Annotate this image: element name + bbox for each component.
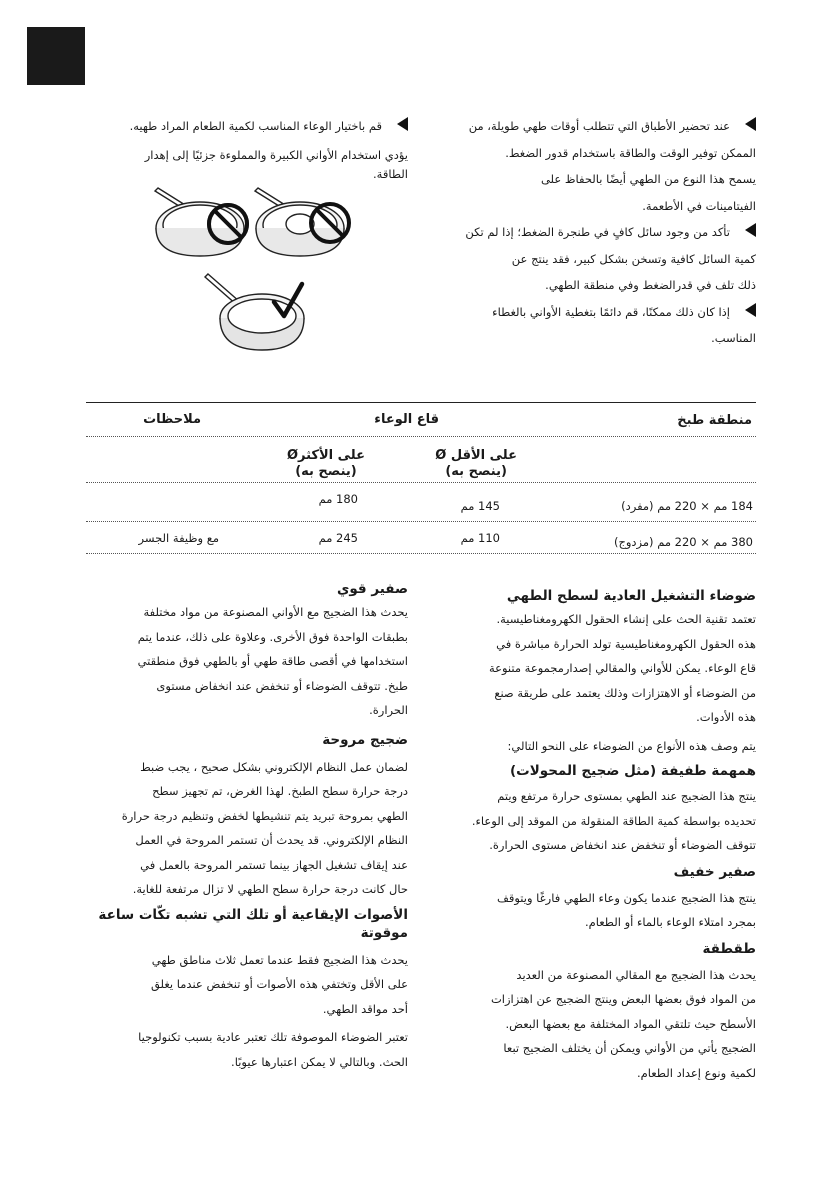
- cell-max: 180 مم: [318, 492, 358, 506]
- subheading: موقوتة: [360, 924, 408, 941]
- paragraph-line: يحدث هذا الضجيج مع الأواني المصنوعة من مواد مختلفة: [143, 605, 408, 619]
- paragraph-line: الحرارة.: [369, 703, 408, 717]
- paragraph-line: إذا كان ذلك ممكنًا، قم دائمًا بتغطية الأواني بالغطاء: [492, 304, 730, 319]
- paragraph-line: يؤدي استخدام الأواني الكبيرة والمملوءة جزئيًا إلى إهدار: [144, 147, 408, 162]
- cell-min: 110 مم: [460, 531, 500, 545]
- paragraph-line: قاع الوعاء. يمكن للأواني والمقالي إصدارمجموعة متنوعة: [488, 661, 756, 675]
- paragraph-line: يحدث هذا الضجيج مع المقالي المصنوعة من العديد: [516, 967, 756, 982]
- paragraph-line: عند إيقاف تشغيل الجهاز بينما تستمر المروحة بالعمل في: [140, 857, 408, 872]
- paragraph-line: تتوقف الضوضاء أو تنخفض عند انخفاض مستوى الحرارة.: [489, 838, 756, 852]
- subheader-min-line1: على الأقل Ø: [435, 448, 517, 463]
- paragraph-line: يتم وصف هذه الأنواع من الضوضاء على النحو التالي:: [507, 738, 756, 753]
- triangle-bullet-icon: [397, 117, 408, 131]
- triangle-bullet-icon: [745, 303, 756, 317]
- paragraph-line: الحث. وبالتالي لا يمكن اعتبارها عيوبًا.: [231, 1054, 408, 1069]
- subheader-max: [287, 448, 365, 480]
- pan-correct: [205, 274, 304, 350]
- paragraph-line: تعتمد تقنية الحث على إنشاء الحقول الكهرومغناطيسية.: [496, 612, 756, 626]
- table-rule: [86, 436, 756, 437]
- paragraph-line: من المواد فوق بعضها البعض وينتج الضجيج عن اهتزازات: [490, 992, 756, 1006]
- triangle-bullet-icon: [745, 117, 756, 131]
- paragraph-line: المناسب.: [711, 331, 756, 345]
- top-right-column: [432, 113, 756, 352]
- paragraph-line: تأكد من وجود سائل كافٍ في طنجرة الضغط؛ إذا لم تكن: [465, 225, 730, 239]
- paragraph-line: لكمية ونوع إعداد الطعام.: [636, 1065, 756, 1080]
- pan-wrong-left: [155, 188, 248, 256]
- paragraph-line: استخدامها في أقصى طاقة طهي أو بالطهي فوق منطقتي: [137, 654, 408, 668]
- paragraph-line: حال كانت درجة حرارة سطح الطهي لا تزال مرتفعة للغاية.: [132, 882, 408, 896]
- bottom-right-column: [432, 585, 756, 1085]
- subheading: ضجيج مروحة: [322, 731, 408, 748]
- cell-zone: 184 مم × 220 مم (مفرد): [621, 499, 753, 513]
- table-top-rule: [86, 402, 756, 403]
- paragraph-line: من الضوضاء أو الاهتزازات وذلك يعتمد على طريقة صنع: [494, 685, 756, 700]
- paragraph-line: يحدث هذا الضجيج فقط عندما تعمل ثلاث مناطق طهي: [151, 952, 408, 967]
- paragraph-line: هذه الحقول الكهرومغناطيسية تولد الحرارة مباشرة في: [496, 636, 756, 651]
- paragraph-line: الضجيج يأتي من الأواني ويمكن أن يختلف الضجيج تبعا: [503, 1041, 756, 1055]
- paragraph-line: لضمان عمل النظام الإلكتروني بشكل صحيح ، يجب ضبط: [140, 759, 408, 774]
- header-notes: ملاحظات: [143, 412, 201, 427]
- paragraph-line: بطبقات الواحدة فوق الأخرى. وعلاوة على ذلك، عندما يتم: [137, 629, 408, 644]
- header-cooking-zone: منطقة طبخ: [677, 413, 752, 428]
- section-title: ضوضاء التشغيل العادية لسطح الطهي: [506, 588, 756, 604]
- paragraph-line: تحديده بواسطة كمية الطاقة المنقولة من الموقد إلى الوعاء.: [471, 813, 756, 828]
- corner-tab: [27, 27, 85, 85]
- top-left-column: [86, 113, 408, 184]
- bullet-choose-pan: [86, 113, 408, 140]
- table-rule: [86, 521, 756, 522]
- subheader-max-line2: (ينصح به): [295, 464, 357, 479]
- paragraph-line: الفيتامينات في الأطعمة.: [642, 198, 756, 213]
- paragraph-line: عند تحضير الأطباق التي تتطلب أوقات طهي طويلة، من: [468, 119, 730, 133]
- paragraph-line: على الأقل وتختفي هذه الأصوات أو تنخفض عندما يغلق: [150, 977, 408, 991]
- paragraph-line: النظام الإلكتروني. قد يحدث أن تستمر المروحة في العمل: [135, 833, 408, 847]
- paragraph-line: ينتج هذا الضجيج عندما يكون وعاء الطهي فارغًا ويتوقف: [496, 890, 756, 905]
- paragraph-line: قم باختيار الوعاء المناسب لكمية الطعام المراد طهيه.: [129, 119, 382, 133]
- paragraph-line: بمجرد امتلاء الوعاء بالماء أو الطعام.: [584, 915, 756, 929]
- paragraph-line: يسمح هذا النوع من الطهي أيضًا بالحفاظ على: [540, 172, 756, 186]
- table-rule: [86, 553, 756, 554]
- pan-size-illustration: [140, 178, 380, 373]
- paragraph-line: الطاقة.: [373, 166, 408, 181]
- subheading: صفير خفيف: [673, 863, 756, 880]
- paragraph-line: ينتج هذا الضجيج عند الطهي بمستوى حرارة مرتفع ويتم: [497, 789, 756, 803]
- paragraph-line: تعتبر الضوضاء الموصوفة تلك تعتبر عادية بسبب تكنولوجيا: [138, 1030, 408, 1044]
- subheading: الأصوات الإيقاعية أو تلك التي تشبه تكّات ساعة: [98, 906, 408, 923]
- subheading: صفير قوي: [336, 581, 408, 597]
- table-rule: [86, 482, 756, 483]
- bottom-left-column: [86, 578, 408, 1074]
- subheading: همهمة طفيفة (مثل ضجيج المحولات): [509, 763, 756, 779]
- cell-min: 145 مم: [460, 499, 500, 513]
- paragraph-line: ذلك تلف في قدرالضغط وفي منطقة الطهي.: [545, 278, 756, 292]
- bullet-cover-pots: [432, 299, 756, 326]
- paragraph-line: الممكن توفير الوقت والطاقة باستخدام قدور الضغط.: [505, 145, 756, 160]
- cell-zone: 380 مم × 220 مم (مزدوج): [613, 535, 753, 549]
- paragraph-line: كمية السائل كافية وتسخن بشكل كبير، فقد ينتج عن: [511, 251, 756, 266]
- paragraph-line: الأسطح حيث تلتقي المواد المختلفة مع بعضها البعض.: [505, 1016, 756, 1031]
- subheader-min: [435, 448, 517, 480]
- paragraph-line: طبخ. تتوقف الضوضاء أو تنخفض عند انخفاض مستوى: [156, 678, 408, 693]
- subheader-min-line2: (ينصح به): [445, 464, 507, 479]
- paragraph-line: هذه الأدوات.: [696, 710, 756, 724]
- cell-notes: مع وظيفة الجسر: [138, 531, 219, 545]
- header-pan-base: قاع الوعاء: [374, 412, 439, 427]
- cell-max: 245 مم: [318, 531, 358, 545]
- bullet-liquid-check: [432, 219, 756, 246]
- paragraph-line: الطهي بمروحة تبريد يتم تنشيطها لخفض وتنظيم درجة حرارة: [121, 808, 408, 823]
- paragraph-line: أحد مواقد الطهي.: [322, 1001, 408, 1016]
- triangle-bullet-icon: [745, 223, 756, 237]
- subheading: طقطقة: [702, 940, 756, 957]
- paragraph-line: درجة حرارة سطح الطبخ. لهذا الغرض، تم تجهيز سطح: [152, 784, 408, 798]
- subheader-max-line1: على الأكثرØ: [286, 448, 365, 463]
- bullet-pressure-cooker: [432, 113, 756, 140]
